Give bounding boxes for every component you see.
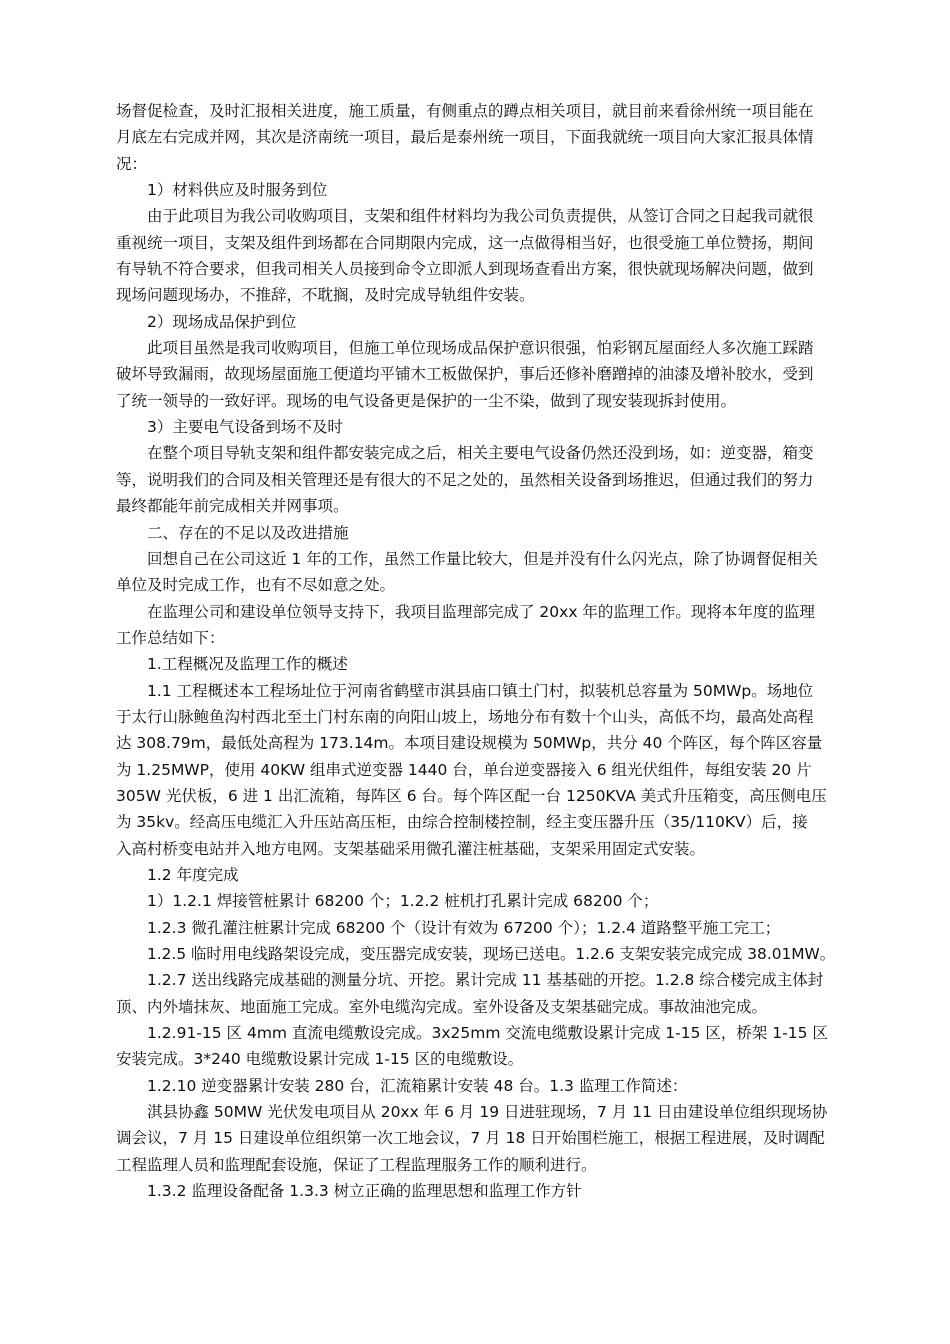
text-line: 工程监理人员和监理配套设施，保证了工程监理服务工作的顺利进行。	[116, 1155, 597, 1174]
text-line: 于太行山脉鲍鱼沟村西北至土门村东南的向阳山坡上，场地分布有数十个山头，高低不均，最高处高程	[116, 707, 814, 726]
text-line: 1.3.2 监理设备配备 1.3.3 树立正确的监理思想和监理工作方针	[147, 1182, 582, 1201]
text-line: 此项目虽然是我司收购项目，但施工单位现场成品保护意识很强，怕彩钢瓦屋面经人多次施工踩踏	[147, 339, 814, 358]
text-line: 现场问题现场办，不推辞，不耽搁，及时完成导轨组件安装。	[116, 286, 535, 305]
text-line: 况：	[116, 154, 148, 173]
text-line: 有导轨不符合要求，但我司相关人员接到命令立即派人到现场查看出方案，很快就现场解决问题，做到	[116, 260, 814, 279]
text-line: 1.2.7 送出线路完成基础的测量分坑、开挖。累计完成 11 基基础的开挖。1.2.8 综合楼完成主体封	[147, 971, 824, 990]
section-heading: 1.工程概况及监理工作的概述	[147, 655, 348, 674]
text-line: 在监理公司和建设单位领导支持下，我项目监理部完成了 20xx 年的监理工作。现将本年度的监理	[147, 602, 815, 621]
text-line: 安装完成。3*240 电缆敷设累计完成 1-15 区的电缆敷设。	[116, 1050, 524, 1069]
text-line: 场督促检查，及时汇报相关进度，施工质量，有侧重点的蹲点相关项目，就目前来看徐州统一项目能在	[116, 102, 814, 120]
text-line: 入高村桥变电站并入地方电网。支架基础采用微孔灌注桩基础，支架采用固定式安装。	[116, 839, 706, 858]
text-line: 1）1.2.1 焊接管桩累计 68200 个；1.2.2 桩机打孔累计完成 68200 个；	[147, 892, 659, 911]
section-heading: 2）现场成品保护到位	[147, 312, 297, 331]
text-line: 1.2.5 临时用电线路架设完成，变压器完成安装，现场已送电。1.2.6 支架安装完成完成 38.01MW。	[147, 945, 836, 963]
text-line: 顶、内外墙抹灰、地面施工完成。室外电缆沟完成。室外设备及支架基础完成。事故油池完成。	[116, 997, 768, 1016]
text-line: 1.2.10 逆变器累计安装 280 台，汇流箱累计安装 48 台。1.3 监理工作简述：	[147, 1076, 688, 1095]
text-line: 重视统一项目，支架及组件到场都在合同期限内完成，这一点做得相当好，也很受施工单位赞扬，期间	[116, 233, 814, 252]
document-body	[116, 98, 836, 1204]
text-line: 淇县协鑫 50MW 光伏发电项目从 20xx 年 6 月 19 日进驻现场，7 月 11 日由建设单位组织现场协	[147, 1103, 828, 1122]
section-heading: 3）主要电气设备到场不及时	[147, 418, 343, 437]
text-line: 单位及时完成工作，也有不尽如意之处。	[116, 576, 396, 595]
text-line: 达 308.79m，最低处高程为 173.14m。本项目建设规模为 50MWp，共分 40 个阵区，每个阵区容量	[116, 734, 823, 753]
text-line: 了统一领导的一致好评。现场的电气设备更是保护的一尘不染，做到了现安装现拆封使用。	[116, 391, 737, 410]
section-heading: 1）材料供应及时服务到位	[147, 181, 328, 200]
text-line: 为 35kv。经高压电缆汇入升压站高压柜，由综合控制楼控制，经主变压器升压（35/110KV）后，接	[116, 813, 808, 832]
text-line: 工作总结如下：	[116, 628, 225, 647]
text-line: 等，说明我们的合同及相关管理还是有很大的不足之处的，虽然相关设备到场推迟，但通过我们的努力	[116, 470, 814, 489]
text-line: 1.1 工程概述本工程场址位于河南省鹤壁市淇县庙口镇土门村，拟装机总容量为 50MWp。场地位	[147, 681, 814, 700]
text-line: 1.2.3 微孔灌注桩累计完成 68200 个（设计有效为 67200 个）；1.2.4 道路整平施工完工；	[147, 918, 781, 937]
text-line: 1.2.91-15 区 4mm 直流电缆敷设完成。3x25mm 交流电缆敷设累计完成 1-15 区，桥架 1-15 区	[147, 1024, 828, 1043]
text-line: 调会议，7 月 15 日建设单位组织第一次工地会议，7 月 18 日开始围栏施工，根据工程进展，及时调配	[116, 1129, 825, 1148]
text-line: 破坏导致漏雨，故现场屋面施工便道均平铺木工板做保护，事后还修补磨蹭掉的油漆及增补胶水，受到	[116, 365, 814, 384]
text-line: 月底左右完成并网，其次是济南统一项目，最后是泰州统一项目，下面我就统一项目向大家汇报具体情	[116, 128, 814, 147]
text-line: 为 1.25MWP，使用 40KW 组串式逆变器 1440 台，单台逆变器接入 6 组光伏组件，每组安装 20 片	[116, 760, 812, 779]
section-heading: 1.2 年度完成	[147, 865, 239, 884]
text-line: 由于此项目为我公司收购项目，支架和组件材料均为我公司负责提供，从签订合同之日起我司就很	[147, 207, 814, 226]
section-heading: 二、存在的不足以及改进措施	[147, 523, 349, 542]
text-line: 最终都能年前完成相关并网事项。	[116, 497, 349, 516]
text-line: 回想自己在公司这近 1 年的工作，虽然工作量比较大，但是并没有什么闪光点，除了协调督促相关	[147, 549, 818, 568]
text-line: 在整个项目导轨支架和组件都安装完成之后，相关主要电气设备仍然还没到场，如：逆变器，箱变	[147, 444, 814, 463]
text-line: 305W 光伏板，6 进 1 出汇流箱，每阵区 6 台。每个阵区配一台 1250KVA 美式升压箱变，高压侧电压	[116, 786, 827, 805]
